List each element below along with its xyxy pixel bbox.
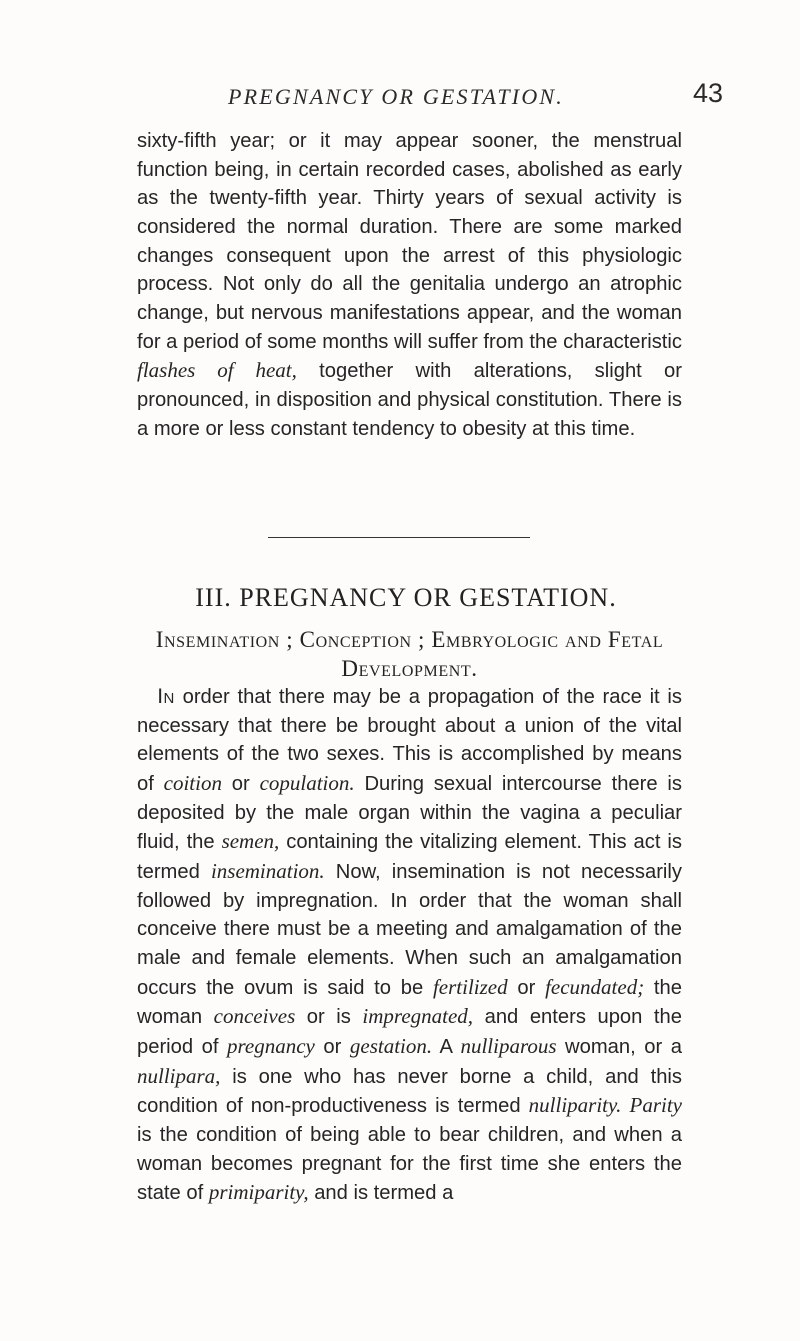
italic-term: nulliparous	[460, 1033, 557, 1058]
italic-term: fertilized	[432, 974, 508, 999]
text-run: woman, or a	[556, 1035, 682, 1058]
text-run: or	[507, 976, 546, 999]
italic-term: primiparity,	[208, 1180, 309, 1205]
paragraph-menopause	[137, 127, 682, 443]
text-run	[621, 1095, 629, 1117]
running-title: PREGNANCY OR GESTATION.	[228, 84, 564, 109]
text-run: During sexual intercourse there is deposited by the male organ within the vagina a peculiar fluid, the	[137, 772, 682, 854]
italic-term: gestation.	[349, 1033, 433, 1058]
text-run: or	[221, 772, 260, 795]
text-run: containing the vitalizing element. This act is termed	[137, 831, 682, 883]
italic-term: fecundated;	[545, 974, 645, 999]
text-run: A	[432, 1035, 461, 1058]
italic-term: impregnated,	[362, 1004, 474, 1029]
page-number: 43	[693, 78, 724, 108]
section-title: III. PREGNANCY OR GESTATION.	[195, 583, 617, 612]
text-run: order that there may be a propagation of the race it is necessary that there be brought about a union of the vital elements of the two sexes. This is accomplished by means of	[137, 686, 682, 795]
italic-term: semen,	[221, 829, 280, 854]
italic-term: coition	[163, 770, 222, 795]
italic-term: conceives	[213, 1004, 296, 1029]
italic-term: copulation.	[259, 770, 355, 795]
italic-term: flashes of heat,	[137, 358, 297, 383]
text-run: or is	[295, 1006, 363, 1029]
italic-term: nulliparity.	[528, 1093, 622, 1118]
subtitle-line: Development.	[341, 656, 478, 681]
text-run: together with alterations, slight or pronounced, in disposition and physical constitution. There is a more or less constant tendency to obesity at this time.	[137, 360, 682, 440]
italic-term: insemination.	[210, 858, 325, 883]
running-header	[0, 78, 800, 124]
italic-term: nullipara,	[137, 1063, 221, 1088]
text-run: is the condition of being able to bear children, and when a woman becomes pregnant for the first time she enters the state of	[137, 1123, 682, 1205]
text-run: and enters upon the period of	[137, 1006, 682, 1058]
section-subtitle	[137, 625, 682, 683]
text-run: is one who has never borne a child, and this condition of non-productiveness is termed	[137, 1065, 682, 1118]
italic-term: Parity	[629, 1093, 683, 1118]
section-divider	[268, 537, 530, 538]
text-run: Now, insemination is not necessarily followed by impregnation. In order that the woman shall conceive there must be a meeting and amalgamation of the male and female elements. When such an amalgamation occurs the ovum is said to be	[137, 860, 682, 999]
text-run: or	[314, 1035, 350, 1058]
subtitle-line: Insemination ; Conception ; Embryologic and Fetal	[155, 627, 664, 652]
paragraph-insemination	[137, 683, 682, 1208]
lead-word: In	[157, 685, 175, 708]
text-run: sixty-fifth year; or it may appear sooner, the menstrual function being, in certain recorded cases, abolished as early as the twenty-fifth year. Thirty years of sexual activity is considered the normal duration. There are some marked changes consequent upon the arrest of this physiologic process. Not only do all the genitalia undergo an atrophic change, but nervous manifestations appear, and the woman for a period of some months will suffer from the characteristic	[137, 130, 682, 353]
text-run: the woman	[137, 976, 682, 1029]
italic-term: pregnancy	[227, 1033, 315, 1058]
text-run: and is termed a	[308, 1182, 454, 1205]
